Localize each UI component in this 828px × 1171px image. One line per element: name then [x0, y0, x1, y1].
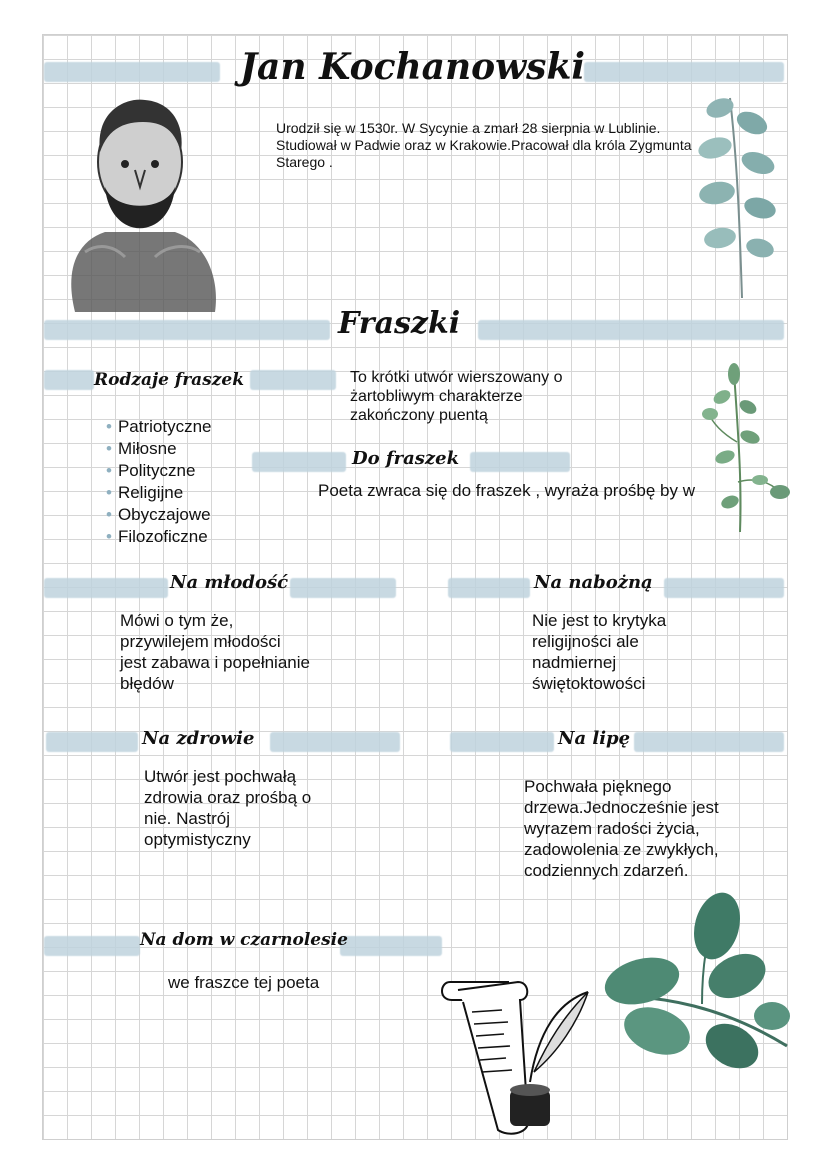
highlight-bar	[634, 732, 784, 752]
page-title: Jan Kochanowski	[240, 46, 586, 88]
highlight-bar	[44, 62, 220, 82]
na-zdrowie-text: Utwór jest pochwałą zdrowia oraz prośbą o nie. Nastrój optymistyczny	[144, 767, 312, 849]
list-item: • Filozoficzne	[106, 526, 212, 548]
scroll-quill-icon	[438, 972, 598, 1142]
na-lipe-text: Pochwała pięknego drzewa.Jednocześnie jest wyrazem radości życia, zadowolenia ze zwykłych, codziennych zdarzeń.	[524, 777, 719, 880]
highlight-bar	[478, 320, 784, 340]
definition-text: To krótki utwór wierszowany o żartobliwym charakterze zakończony puentą	[350, 369, 563, 424]
na-dom-heading: Na dom w czarnolesie	[140, 930, 348, 950]
na-nabozna-heading: Na nabożną	[534, 572, 653, 593]
leaf-sprig-icon	[700, 362, 790, 537]
highlight-bar	[450, 732, 554, 752]
highlight-bar	[340, 936, 442, 956]
do-fraszek-heading: Do fraszek	[352, 448, 460, 469]
kinds-heading: Rodzaje fraszek	[94, 370, 245, 390]
highlight-bar	[44, 578, 168, 598]
do-fraszek-text: Poeta zwraca się do fraszek , wyraża prośbę by w	[318, 481, 695, 500]
list-item: • Religijne	[106, 482, 212, 504]
large-leaves-icon	[602, 896, 792, 1086]
list-item: • Obyczajowe	[106, 504, 212, 526]
highlight-bar	[252, 452, 346, 472]
highlight-bar	[250, 370, 336, 390]
highlight-bar	[44, 370, 94, 390]
list-item: • Miłosne	[106, 438, 212, 460]
na-nabozna-text: Nie jest to krytyka religijności ale nadmiernej świętoktowości	[532, 611, 667, 693]
eucalyptus-branch-icon	[690, 88, 790, 303]
highlight-bar	[270, 732, 400, 752]
highlight-bar	[448, 578, 530, 598]
highlight-bar	[44, 320, 330, 340]
intro-text: Urodził się w 1530r. W Sycynie a zmarł 28 sierpnia w Lublinie. Studiował w Padwie oraz w Krakowie.Pracował dla króla Zygmunta Starego .	[276, 120, 692, 170]
section-title: Fraszki	[338, 306, 461, 341]
kinds-list	[106, 416, 212, 548]
highlight-bar	[290, 578, 396, 598]
highlight-bar	[46, 732, 138, 752]
na-mlodosc-text: Mówi o tym że, przywilejem młodości jest zabawa i popełnianie błędów	[120, 611, 310, 693]
na-mlodosc-heading: Na młodość	[170, 572, 289, 593]
na-dom-text: we fraszce tej poeta	[168, 973, 320, 992]
na-zdrowie-heading: Na zdrowie	[142, 728, 255, 749]
na-lipe-heading: Na lipę	[558, 728, 631, 749]
highlight-bar	[664, 578, 784, 598]
highlight-bar	[584, 62, 784, 82]
highlight-bar	[470, 452, 570, 472]
portrait-image	[55, 92, 225, 312]
list-item: • Polityczne	[106, 460, 212, 482]
highlight-bar	[44, 936, 140, 956]
list-item: • Patriotyczne	[106, 416, 212, 438]
